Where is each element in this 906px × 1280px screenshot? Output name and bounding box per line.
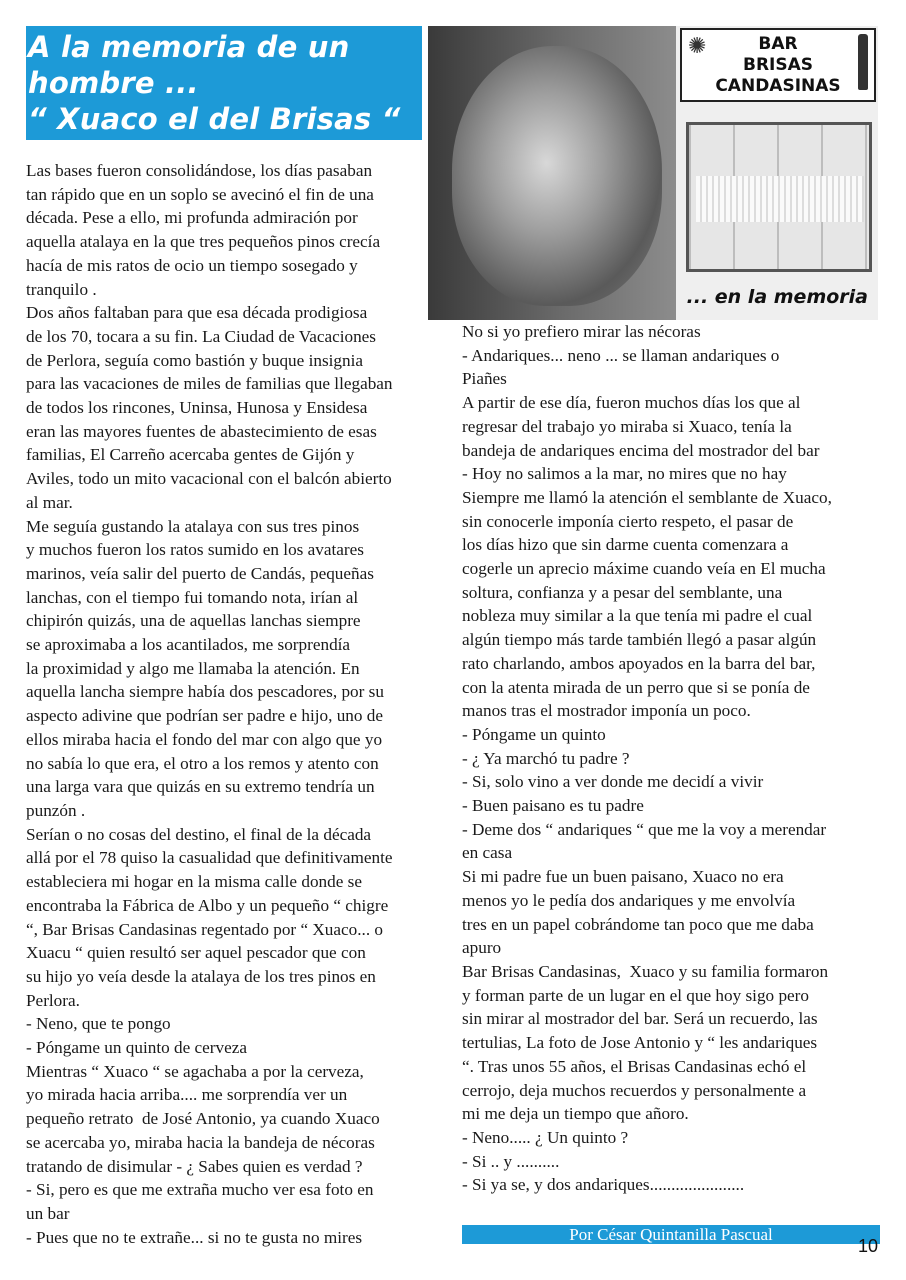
text-line: regresar del trabajo yo miraba si Xuaco, tenía la [462, 416, 792, 436]
title-line-2: hombre ... [28, 66, 199, 100]
text-line: marinos, veía salir del puerto de Candás, pequeñas [26, 563, 374, 583]
article-title [26, 26, 422, 140]
text-line: Me seguía gustando la atalaya con sus tres pinos [26, 516, 360, 536]
text-line: rato charlando, ambos apoyados en la barra del bar, [462, 653, 816, 673]
text-line: estableciera mi hogar en la misma calle donde se [26, 872, 362, 892]
portrait-face [452, 46, 662, 306]
text-line: un bar [26, 1203, 70, 1223]
text-line: sin conocerle imponía cierto respeto, el pasar de [462, 511, 794, 531]
text-line: “. Tras unos 55 años, el Brisas Candasinas echó el [462, 1056, 807, 1076]
text-line: de Perlora, seguía como bastión y buque insignia [26, 350, 363, 370]
text-line: A partir de ese día, fueron muchos días los que al [462, 393, 801, 413]
text-line: tertulias, La foto de Jose Antonio y “ les andariques [462, 1033, 818, 1053]
text-line: de los 70, tocara a su fin. La Ciudad de Vacaciones [26, 326, 377, 346]
text-line: allá por el 78 quiso la casualidad que definitivamente [26, 848, 393, 868]
text-line: - ¿ Ya marchó tu padre ? [462, 748, 630, 768]
text-line: la proximidad y algo me llamaba la atención. En [26, 658, 360, 678]
text-line: Dos años faltaban para que esa década prodigiosa [26, 303, 368, 323]
text-line: “, Bar Brisas Candasinas regentado por “ Xuaco... o [26, 919, 384, 939]
sign-line-3: CANDASINAS [715, 76, 841, 96]
text-line: menos yo le pedía dos andariques y me envolvía [462, 890, 796, 910]
text-line: aspecto adivine que podrían ser padre e hijo, uno de [26, 706, 383, 726]
text-line: - Buen paisano es tu padre [462, 796, 644, 816]
text-line: mi me deja un tiempo que añoro. [462, 1104, 689, 1124]
text-line: tranquilo . [26, 279, 97, 299]
text-line: una larga vara que quizás en su extremo tendría un [26, 777, 375, 797]
text-line: de todos los rincones, Uninsa, Hunosa y Ensidesa [26, 398, 368, 418]
text-line: Xuacu “ quien resultó ser aquel pescador que con [26, 943, 366, 963]
text-line: con la atenta mirada de un perro que si se ponía de [462, 677, 810, 697]
text-line: tres en un papel cobrándome tan poco que me daba [462, 914, 814, 934]
page-number: 10 [858, 1236, 879, 1256]
text-line: - Si, pero es que me extraña mucho ver esa foto en [26, 1180, 374, 1200]
text-line: se aproximaba a los acantilados, me sorprendía [26, 635, 351, 655]
text-line: - Si ya se, y dos andariques...................... [462, 1175, 745, 1195]
text-line: aquella atalaya en la que tres pequeños pinos crecía [26, 232, 381, 252]
text-line: Bar Brisas Candasinas, Xuaco y su familia formaron [462, 961, 829, 981]
text-line: - Pues que no te extrañe... si no te gusta no mires [26, 1227, 363, 1247]
text-line: Aviles, todo un mito vacacional con el balcón abierto [26, 469, 392, 489]
text-line: aquella lancha siempre había dos pescadores, por su [26, 682, 384, 702]
text-line: ellos miraba hacia el fondo del mar con algo que yo [26, 729, 383, 749]
text-line: - Neno..... ¿ Un quinto ? [462, 1127, 629, 1147]
text-line: su hijo yo veía desde la atalaya de los tres pinos en [26, 966, 376, 986]
text-line: cerrojo, deja muchos recuerdos y personalmente a [462, 1080, 807, 1100]
text-line: apuro [462, 938, 502, 958]
text-line: punzón . [26, 800, 86, 820]
text-line: Siempre me llamó la atención el semblante de Xuaco, [462, 487, 832, 507]
text-line: encontraba la Fábrica de Albo y un pequeño “ chigre [26, 895, 389, 915]
text-line: bandeja de andariques encima del mostrador del bar [462, 440, 820, 460]
text-line: eran las mayores fuentes de abastecimiento de esas [26, 421, 377, 441]
text-line: Si mi padre fue un buen paisano, Xuaco no era [462, 867, 784, 887]
bottle-icon [858, 34, 868, 90]
text-line: Serían o no cosas del destino, el final de la década [26, 824, 372, 844]
text-line: - Si, solo vino a ver donde me decidí a vivir [462, 772, 764, 792]
left-column [26, 159, 446, 1249]
crab-icon: ✺ [688, 34, 707, 59]
text-line: tan rápido que en un soplo se avecinó el fin de una [26, 184, 374, 204]
text-line: soltura, confianza y a pesar del semblante, una [462, 582, 783, 602]
right-column [462, 320, 882, 1197]
text-line: y forman parte de un lugar en el que hoy sigo pero [462, 985, 809, 1005]
text-line: se acercaba yo, miraba hacia la bandeja de nécoras [26, 1132, 375, 1152]
text-line: - Póngame un quinto [462, 724, 606, 744]
portrait-photo [428, 26, 878, 320]
bar-curtain [696, 176, 864, 222]
text-line: - Póngame un quinto de cerveza [26, 1038, 247, 1058]
text-line: pequeño retrato de José Antonio, ya cuando Xuaco [26, 1109, 380, 1129]
text-line: - Deme dos “ andariques “ que me la voy a merendar [462, 819, 827, 839]
text-line: los días hizo que sin darme cuenta comenzara a [462, 535, 789, 555]
text-line: Perlora. [26, 990, 80, 1010]
text-line: década. Pese a ello, mi profunda admiración por [26, 208, 358, 228]
text-line: - Si .. y .......... [462, 1151, 560, 1171]
text-line: para las vacaciones de miles de familias que llegaban [26, 374, 393, 394]
text-line: no sabía lo que era, el otro a los remos y atento con [26, 753, 379, 773]
text-line: y muchos fueron los ratos sumido en los avatares [26, 540, 364, 560]
text-line: - Hoy no salimos a la mar, no mires que no hay [462, 464, 787, 484]
text-line: tratando de disimular - ¿ Sabes quien es verdad ? [26, 1156, 363, 1176]
text-line: yo mirada hacia arriba.... me sorprendía ver un [26, 1085, 348, 1105]
text-line: Mientras “ Xuaco “ se agachaba a por la cerveza, [26, 1061, 364, 1081]
bar-sign [680, 28, 876, 102]
text-line: manos tras el mostrador imponía un poco. [462, 701, 751, 721]
text-line: chipirón quizás, una de aquellas lanchas siempre [26, 611, 361, 631]
text-line: nobleza muy similar a la que tenía mi padre el cual [462, 606, 813, 626]
text-line: No si yo prefiero mirar las nécoras [462, 322, 701, 341]
text-line: algún tiempo más tarde también llegó a pasar algún [462, 630, 817, 650]
sign-line-2: BRISAS [742, 55, 814, 75]
text-line: en casa [462, 843, 513, 863]
text-line: al mar. [26, 492, 73, 512]
byline: Por César Quintanilla Pascual [462, 1225, 880, 1244]
text-line: hacía de mis ratos de ocio un tiempo sosegado y [26, 255, 358, 275]
text-line: Piañes [462, 369, 507, 389]
title-line-1: A la memoria de un [28, 30, 350, 64]
text-line: lanchas, con el tiempo fui tomando nota, irían al [26, 587, 359, 607]
text-line: Las bases fueron consolidándose, los días pasaban [26, 161, 373, 180]
text-line: sin mirar al mostrador del bar. Será un recuerdo, las [462, 1009, 818, 1029]
text-line: - Neno, que te pongo [26, 1014, 171, 1034]
title-line-3: “ Xuaco el del Brisas “ [28, 102, 401, 136]
text-line: - Andariques... neno ... se llaman andariques o [462, 345, 780, 365]
photo-caption: ... en la memoria [686, 286, 868, 308]
text-line: familias, El Carreño acercaba gentes de Gijón y [26, 445, 355, 465]
sign-line-1: BAR [758, 34, 798, 54]
text-line: cogerle un aprecio máxime cuando veía en El mucha [462, 559, 826, 579]
